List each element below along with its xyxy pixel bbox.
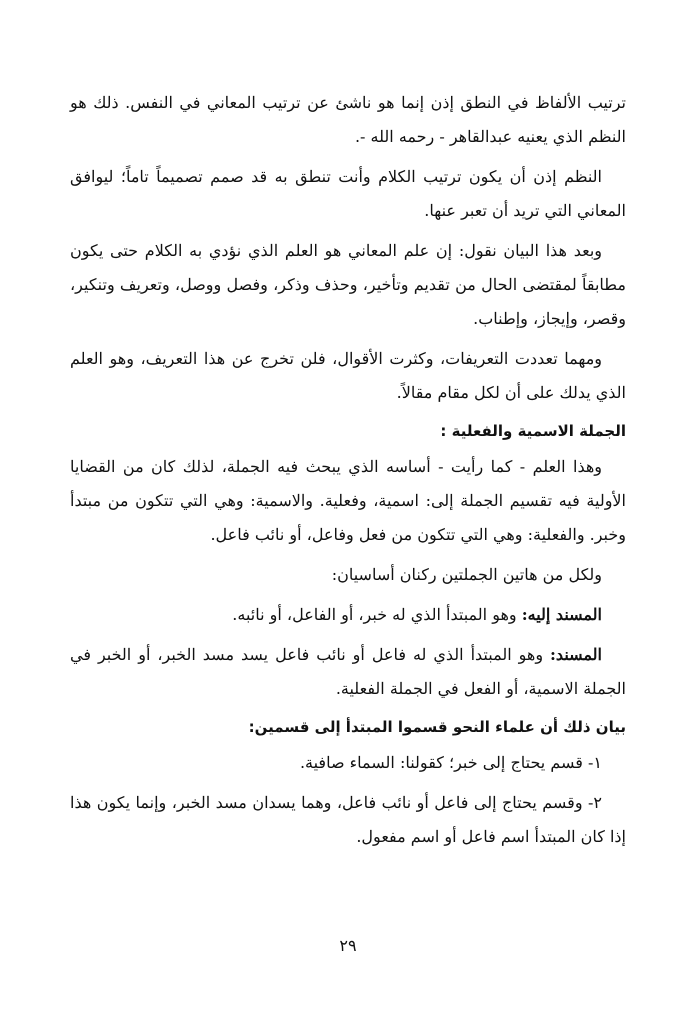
list-item: ١- قسم يحتاج إلى خبر؛ كقولنا: السماء صافية.	[299, 753, 602, 772]
term-musnad: المسند:	[550, 645, 602, 664]
definition-text-musnad-ilayh: وهو المبتدأ الذي له خبر، أو الفاعل، أو نائبه.	[232, 605, 522, 624]
paragraph-3: وبعد هذا البيان نقول: إن علم المعاني هو العلم الذي نؤدي به الكلام حتى يكون مطابقاً لمقتضى الحال من تقديم وتأخير، وحذف وذكر، وفصل ووصل، وتعريف وتنكير، وقصر، وإيجاز، وإطناب.	[70, 241, 627, 328]
definition-musnad	[70, 638, 626, 706]
term-musnad-ilayh: المسند إليه:	[521, 605, 602, 624]
section-heading: الجملة الاسمية والفعلية :	[440, 422, 626, 440]
definition-text-musnad: وهو المبتدأ الذي له فاعل أو نائب فاعل يسد مسد الخبر، أو الخبر في الجملة الاسمية، أو الفعل في الجملة الفعلية.	[70, 645, 626, 698]
list-item: ٢- وقسم يحتاج إلى فاعل أو نائب فاعل، وهما يسدان مسد الخبر، وإنما يكون هذا إذا كان المبتدأ اسم فاعل أو اسم مفعول.	[70, 793, 626, 846]
definition-musnad-ilayh	[70, 598, 626, 632]
paragraph-5: وهذا العلم - كما رأيت - أساسه الذي يبحث فيه الجملة، لذلك كان من القضايا الأولية فيه تقسيم الجملة إلى: اسمية، وفعلية. والاسمية: وهي التي تتكون من مبتدأ وخبر. والفعلية: وهي التي تتكون من فعل وفاعل، أو نائب فاعل.	[70, 457, 626, 544]
paragraph-4: ومهما تعددت التعريفات، وكثرت الأقوال، فلن تخرج عن هذا التعريف، وهو العلم الذي يدلك على أن لكل مقام مقالاً.	[70, 349, 626, 402]
paragraph-6: ولكل من هاتين الجملتين ركنان أساسيان:	[331, 565, 602, 584]
paragraph-1: ترتيب الألفاظ في النطق إذن إنما هو ناشئ عن ترتيب المعاني في النفس. ذلك هو النظم الذي يعنيه عبدالقاهر - رحمه الله -.	[70, 93, 626, 146]
subheading: بيان ذلك أن علماء النحو قسموا المبتدأ إلى قسمين:	[248, 718, 626, 736]
page-number: ٢٩	[339, 936, 357, 955]
page-body	[70, 86, 626, 860]
paragraph-2: النظم إذن أن يكون ترتيب الكلام وأنت تنطق به قد صمم تصميماً تاماً؛ ليوافق المعاني التي تريد أن تعبر عنها.	[70, 167, 626, 220]
